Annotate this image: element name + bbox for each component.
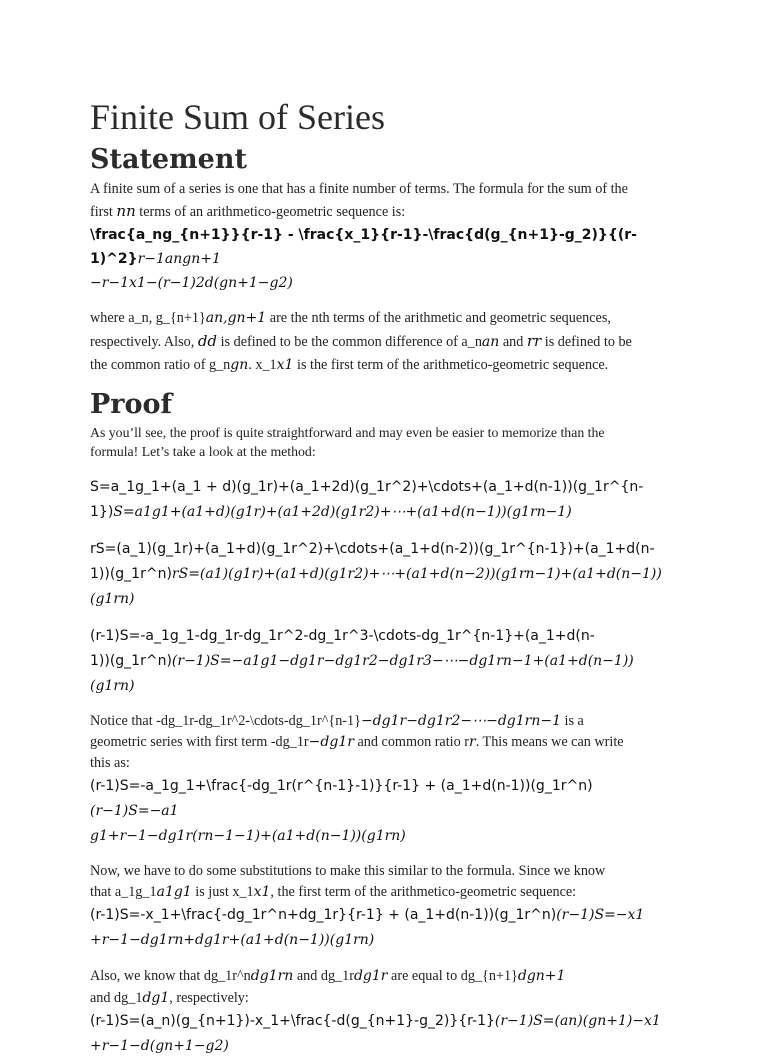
equation-3 <box>90 624 678 699</box>
also-text-1c: and dg_1r <box>293 968 354 984</box>
eq4-render-1: (r−1)S=−a1 <box>90 803 179 819</box>
eq3-latex-line-2: 1))(g_1r^n) <box>90 653 172 669</box>
proof-intro-line-1: As you’ll see, the proof is quite straightforward and may even be easier to memorize than the <box>90 425 605 440</box>
where-math-gn: gn <box>230 357 249 373</box>
also-text-2a: and dg_1 <box>90 990 143 1006</box>
formula-latex: \frac{a_ng_{n+1}}{r-1} - \frac{x_1}{r-1}-\frac{d(g_{n+1}-g_2)}{(r-1)^2} <box>90 227 637 267</box>
formula-render-2: −r−1x1−(r−1)2d(gn+1−g2) <box>90 275 293 291</box>
where-text-2c: is defined to be the common difference of a_n <box>217 334 482 350</box>
equation-4 <box>90 774 678 849</box>
also-math-dg1: dg1 <box>142 990 170 1006</box>
statement-intro-line-2a: first <box>90 204 117 220</box>
eq1-render: S=a1g1+(a1+d)(g1r)+(a1+2d)(g1r2)+⋯+(a1+d(n−1))(g1rn−1) <box>113 504 572 520</box>
eq3-latex-line-1: (r-1)S=-a_1g_1-dg_1r-dg_1r^2-dg_1r^3-\cdots-dg_1r^{n-1}+(a_1+d(n- <box>90 628 595 644</box>
proof-heading: Proof <box>90 389 173 420</box>
eq4-latex: (r-1)S=-a_1g_1+\frac{-dg_1r(r^{n-1}-1)}{r-1} + (a_1+d(n-1))(g_1r^n) <box>90 778 593 794</box>
statement-formula <box>90 223 678 295</box>
now-text-1: Now, we have to do some substitutions to make this similar to the formula. Since we know <box>90 863 606 879</box>
eq6-render-2: +r−1−d(gn+1−g2) <box>90 1038 229 1054</box>
article <box>90 96 678 1059</box>
math-n: nn <box>116 202 136 220</box>
eq2-render: rS=(a1)(g1r)+(a1+d)(g1r2)+⋯+(a1+d(n−2))(g1rn−1)+(a1+d(n−1))(g1rn) <box>90 566 662 607</box>
where-math-x1: x1 <box>276 357 294 373</box>
notice-text-3: this as: <box>90 755 130 771</box>
formula-render-1: r−1angn+1 <box>137 251 221 267</box>
now-text-2c: is just x_1 <box>191 884 254 900</box>
eq5-render-1: (r−1)S=−x1 <box>556 907 645 923</box>
notice-paragraph <box>90 711 678 774</box>
statement-heading: Statement <box>90 144 247 175</box>
where-math-d: dd <box>197 332 218 350</box>
eq6-latex: (r-1)S=(a_n)(g_{n+1})-x_1+\frac{-d(g_{n+1}-g_2)}{r-1} <box>90 1013 495 1029</box>
notice-text-2a: geometric series with first term -dg_1r <box>90 734 309 750</box>
eq3-render: (r−1)S=−a1g1−dg1r−dg1r2−dg1r3−⋯−dg1rn−1+(a1+d(n−1))(g1rn) <box>90 653 634 694</box>
also-text-2c: , respectively: <box>169 990 249 1006</box>
where-text-1c: are the nth terms of the arithmetic and geometric sequences, <box>266 310 611 326</box>
eq6-render-1: (r−1)S=(an)(gn+1)−x1 <box>494 1013 661 1029</box>
eq4-render-2: g1+r−1−dg1r(rn−1−1)+(a1+d(n−1))(g1rn) <box>90 828 406 844</box>
where-text-2e: and <box>499 334 527 350</box>
eq5-latex: (r-1)S=-x_1+\frac{-dg_1r^n+dg_1r}{r-1} + (a_1+d(n-1))(g_1r^n) <box>90 907 557 923</box>
equation-6 <box>90 1009 678 1059</box>
eq5-render-2: +r−1−dg1rn+dg1r+(a1+d(n−1))(g1rn) <box>90 932 375 948</box>
now-text-2e: , the first term of the arithmetico-geometric sequence: <box>270 884 577 900</box>
also-text-1a: Also, we know that dg_1r^n <box>90 968 251 984</box>
proof-intro <box>90 423 678 461</box>
where-text-3a: the common ratio of g_n <box>90 357 231 373</box>
now-text-2a: that a_1g_1 <box>90 884 157 900</box>
where-text-3c: . x_1 <box>248 357 277 373</box>
where-text-2a: respectively. Also, <box>90 334 198 350</box>
where-math-1b: an,gn+1 <box>205 310 267 326</box>
notice-text-2e: . This means we can write <box>475 734 624 750</box>
where-text-3e: is the first term of the arithmetico-geometric sequence. <box>293 357 609 373</box>
also-math-1d: dg1r <box>353 968 388 984</box>
where-math-r: rr <box>526 332 542 350</box>
statement-intro-line-1: A finite sum of a series is one that has a finite number of terms. The formula for the sum of the <box>90 181 628 197</box>
equation-1 <box>90 475 678 525</box>
statement-intro-line-2c: terms of an arithmetico-geometric sequence is: <box>135 204 406 220</box>
where-text-2g: is defined to be <box>541 334 632 350</box>
equation-5 <box>90 903 678 953</box>
notice-math-r: r <box>468 734 476 750</box>
eq2-latex-line-2: 1))(g_1r^n) <box>90 566 172 582</box>
page-title: Finite Sum of Series <box>90 97 385 137</box>
where-math-an: an <box>481 334 500 350</box>
proof-intro-line-2: formula! Let’s take a look at the method: <box>90 444 316 459</box>
statement-intro <box>90 178 678 223</box>
also-paragraph <box>90 965 678 1009</box>
eq2-latex-line-1: rS=(a_1)(g_1r)+(a_1+d)(g_1r^2)+\cdots+(a_1+d(n-2))(g_1r^{n-1})+(a_1+d(n- <box>90 541 655 557</box>
notice-text-1c: is a <box>561 713 584 729</box>
notice-text-2c: and common ratio r <box>353 734 469 750</box>
notice-math-1b: −dg1r−dg1r2−⋯−dg1rn−1 <box>360 713 561 729</box>
equation-2 <box>90 537 678 612</box>
now-paragraph <box>90 861 678 903</box>
now-math-x1: x1 <box>253 884 271 900</box>
now-math-a1g1: a1g1 <box>156 884 192 900</box>
eq1-latex-line-1: S=a_1g_1+(a_1 + d)(g_1r)+(a_1+2d)(g_1r^2)+\cdots+(a_1+d(n-1))(g_1r^{n- <box>90 479 644 495</box>
where-text-1a: where a_n, g_{n+1} <box>90 310 206 326</box>
also-math-1f: dgn+1 <box>517 968 566 984</box>
also-math-1b: dg1rn <box>250 968 294 984</box>
notice-math-2b: −dg1r <box>308 734 354 750</box>
also-text-1e: are equal to dg_{n+1} <box>387 968 518 984</box>
statement-where <box>90 307 678 377</box>
notice-text-1a: Notice that -dg_1r-dg_1r^2-\cdots-dg_1r^{n-1} <box>90 713 361 729</box>
eq1-latex-line-2: 1}) <box>90 504 114 520</box>
